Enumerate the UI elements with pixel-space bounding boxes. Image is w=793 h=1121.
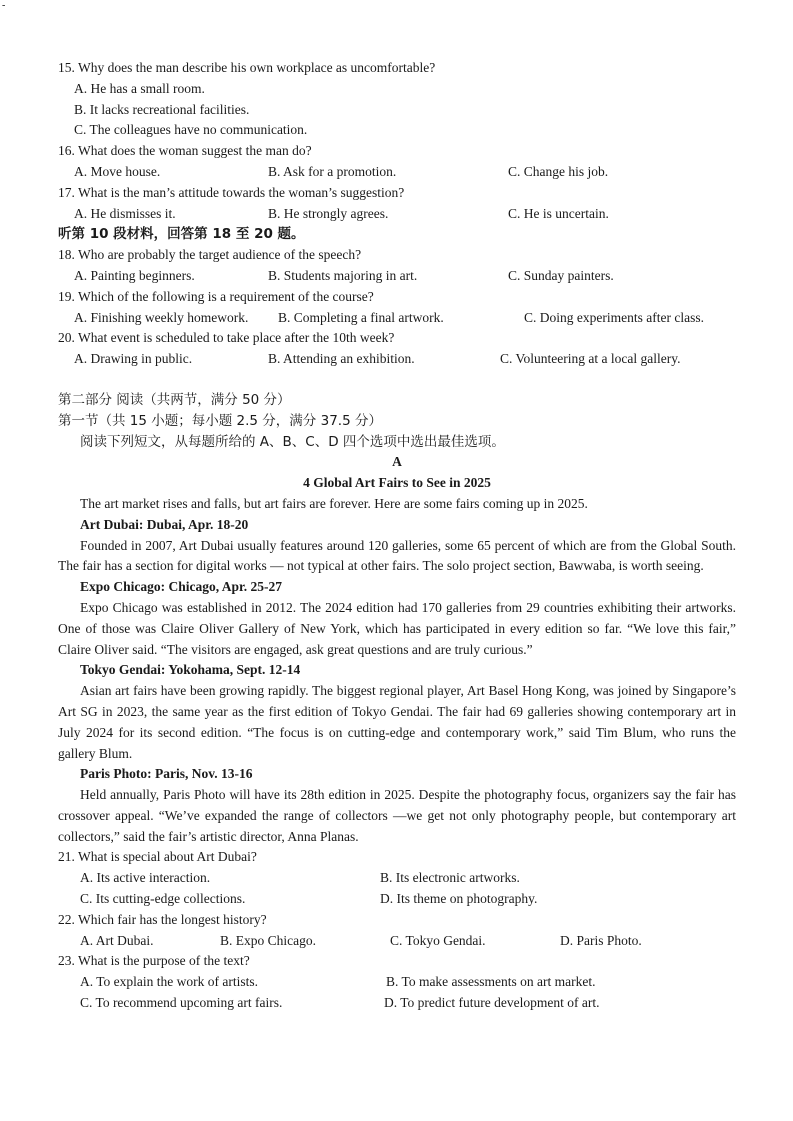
q21-options-cd <box>58 889 736 910</box>
question-21: 21. What is special about Art Dubai? <box>58 849 257 865</box>
q18-options <box>58 266 736 287</box>
question-23: 23. What is the purpose of the text? <box>58 953 250 969</box>
q21-option-a: A. Its active interaction. <box>80 870 211 886</box>
fair-body-expo-chicago: Expo Chicago was established in 2012. The 2024 edition had 170 galleries from 29 countries exhibiting their artworks. One of those was Claire Oliver Gallery of New York, which has participated in every edition so far. “We love this fair,” Claire Oliver said. “The visitors are engaged, ask great questions and are truly curious.” <box>58 599 736 657</box>
q19-option-b: B. Completing a final artwork. <box>278 309 444 325</box>
question-16: 16. What does the woman suggest the man do? <box>58 143 312 159</box>
section-one-title: 第一节（共 15 小题；每小题 2.5 分，满分 37.5 分） <box>58 412 382 429</box>
q17-option-c: C. He is uncertain. <box>508 205 609 221</box>
passage-intro: The art market rises and falls, but art fairs are forever. Here are some fairs coming up in 2025. <box>80 495 588 511</box>
part-two-title: 第二部分 阅读（共两节，满分 50 分） <box>58 391 291 408</box>
fair-heading-tokyo-gendai: Tokyo Gendai: Yokohama, Sept. 12-14 <box>80 662 301 678</box>
q18-option-b: B. Students majoring in art. <box>268 267 418 283</box>
question-20: 20. What event is scheduled to take place after the 10th week? <box>58 330 395 346</box>
q20-option-c: C. Volunteering at a local gallery. <box>500 351 681 367</box>
q15-option-a: A. He has a small room. <box>74 80 205 96</box>
q22-option-d: D. Paris Photo. <box>560 932 642 948</box>
q23-options-cd <box>58 993 736 1014</box>
fair-body-paris-photo: Held annually, Paris Photo will have its 28th edition in 2025. Despite the photography focus, organizers say the fair has crossover appeal. “We’ve expanded the range of collectors —we get not only photography people, but contemporary art collectors,” said the fair’s artistic director, Anna Planas. <box>58 787 736 844</box>
q18-option-c: C. Sunday painters. <box>508 267 614 283</box>
exam-page <box>58 58 736 1014</box>
q19-options <box>58 308 736 329</box>
q23-option-d: D. To predict future development of art. <box>384 995 600 1011</box>
q22-option-c: C. Tokyo Gendai. <box>390 932 486 948</box>
fair-body-tokyo-gendai: Asian art fairs have been growing rapidly. The biggest regional player, Art Basel Hong Kong, was joined by Singapore’s Art SG in 2023, the same year as the first edition of Tokyo Gendai. The fair had 69 galleries showing contemporary art in July 2024 for its second edition. “The focus is on cutting-edge and contemporary work,” said Tim Blum, who runs the gallery Blum. <box>58 683 736 761</box>
q17-options <box>58 204 736 225</box>
question-19: 19. Which of the following is a requirement of the course? <box>58 288 374 304</box>
fair-body-art-dubai: Founded in 2007, Art Dubai usually features around 120 galleries, some 65 percent of which are from the Global South. The fair has a section for digital works — not typical at other fairs. The solo project section, Bawwaba, is worth seeing. <box>58 537 736 574</box>
q15-option-b: B. It lacks recreational facilities. <box>74 101 250 117</box>
q23-options-ab <box>58 972 736 993</box>
q22-option-b: B. Expo Chicago. <box>220 932 316 948</box>
q21-option-d: D. Its theme on photography. <box>380 891 538 907</box>
q21-option-b: B. Its electronic artworks. <box>380 870 520 886</box>
q22-options <box>58 931 736 952</box>
q21-options-ab <box>58 868 736 889</box>
q17-option-b: B. He strongly agrees. <box>268 205 389 221</box>
fair-heading-paris-photo: Paris Photo: Paris, Nov. 13-16 <box>80 766 253 782</box>
q20-options <box>58 349 736 370</box>
q16-option-b: B. Ask for a promotion. <box>268 163 397 179</box>
question-17: 17. What is the man’s attitude towards the woman’s suggestion? <box>58 184 405 200</box>
q20-option-a: A. Drawing in public. <box>74 351 193 367</box>
question-18: 18. Who are probably the target audience of the speech? <box>58 247 362 263</box>
question-15: 15. Why does the man describe his own workplace as uncomfortable? <box>58 60 436 75</box>
q23-option-a: A. To explain the work of artists. <box>80 974 259 990</box>
listening-instruction-10: 听第 10 段材料，回答第 18 至 20 题。 <box>58 226 305 243</box>
fair-heading-expo-chicago: Expo Chicago: Chicago, Apr. 25-27 <box>80 579 283 595</box>
q17-option-a: A. He dismisses it. <box>74 205 176 221</box>
q23-option-b: B. To make assessments on art market. <box>386 974 596 990</box>
q15-option-c: C. The colleagues have no communication. <box>74 122 308 138</box>
fair-heading-art-dubai: Art Dubai: Dubai, Apr. 18-20 <box>80 516 249 532</box>
reading-instruction: 阅读下列短文，从每题所给的 A、B、C、D 四个选项中选出最佳选项。 <box>80 433 505 450</box>
q22-option-a: A. Art Dubai. <box>80 932 154 948</box>
passage-letter: A <box>392 454 402 470</box>
q19-option-a: A. Finishing weekly homework. <box>74 309 249 325</box>
q21-option-c: C. Its cutting-edge collections. <box>80 891 246 907</box>
q16-options <box>58 162 736 183</box>
q18-option-a: A. Painting beginners. <box>74 267 195 283</box>
corner-mark: - <box>2 0 6 11</box>
q16-option-c: C. Change his job. <box>508 163 609 179</box>
q20-option-b: B. Attending an exhibition. <box>268 351 415 367</box>
q19-option-c: C. Doing experiments after class. <box>524 309 704 325</box>
passage-title: 4 Global Art Fairs to See in 2025 <box>303 475 491 491</box>
question-22: 22. Which fair has the longest history? <box>58 911 267 927</box>
q23-option-c: C. To recommend upcoming art fairs. <box>80 995 283 1011</box>
q16-option-a: A. Move house. <box>74 163 161 179</box>
